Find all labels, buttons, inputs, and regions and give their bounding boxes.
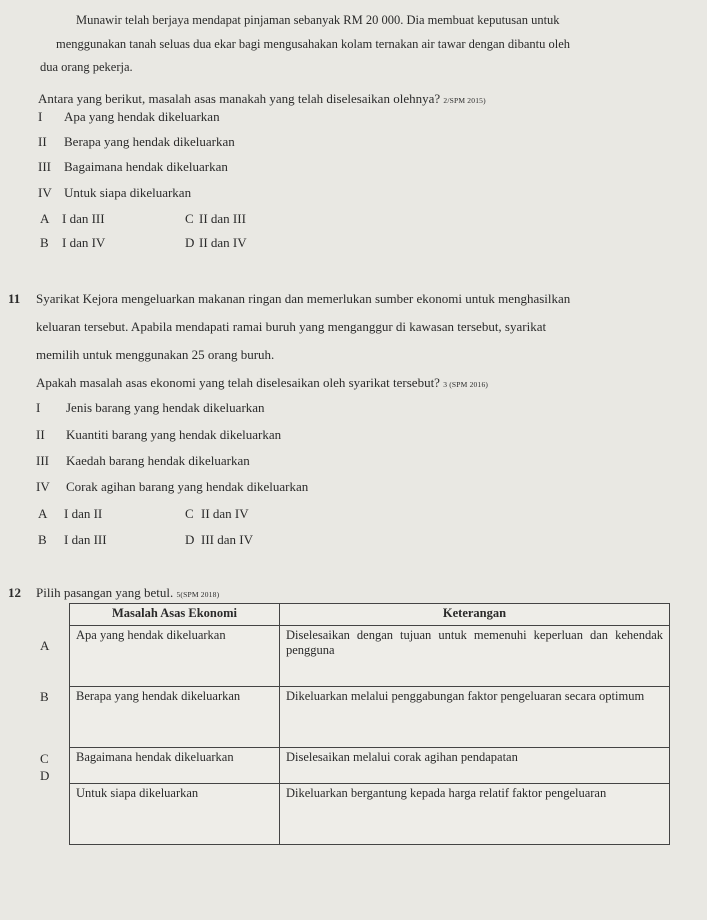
q10-item-3: III Bagaimana hendak dikeluarkan — [38, 159, 228, 174]
q12-cell-desc-a: Diselesaikan dengan tujuan untuk memenuhi keperluan dan kehendak pengguna — [280, 626, 670, 687]
q10-intro-line-3: dua orang pekerja. — [40, 60, 133, 74]
q11-item-2: II Kuantiti barang yang hendak dikeluarkan — [36, 427, 282, 442]
q11-line-3: memilih untuk menggunakan 25 orang buruh. — [36, 347, 275, 362]
table-row — [70, 687, 670, 748]
q11-option-a[interactable]: A I dan II — [38, 506, 103, 521]
q12-row-label-d[interactable]: D — [40, 768, 50, 783]
q11-option-d[interactable]: D III dan IV — [185, 532, 253, 547]
q10-option-d[interactable]: D II dan IV — [185, 235, 247, 250]
q10-item-4: IV Untuk siapa dikeluarkan — [38, 185, 192, 200]
table-row — [70, 626, 670, 687]
q12-row-label-a[interactable]: A — [40, 638, 50, 653]
q10-item-2: II Berapa yang hendak dikeluarkan — [38, 134, 235, 149]
q12-cell-desc-d: Dikeluarkan bergantung kepada harga relatif faktor pengeluaran — [280, 784, 670, 845]
q10-intro-line-1: Munawir telah berjaya mendapat pinjaman sebanyak RM 20 000. Dia membuat keputusan untuk — [76, 13, 560, 27]
q12-cell-desc-b: Dikeluarkan melalui penggabungan faktor pengeluaran secara optimum — [280, 687, 670, 748]
q11-line-2: keluaran tersebut. Apabila mendapati ramai buruh yang menganggur di kawasan tersebut, syarikat — [36, 319, 547, 334]
table-row — [70, 748, 670, 784]
q12-table — [69, 603, 670, 845]
q12-row-label-c[interactable]: C — [40, 751, 49, 766]
q10-item-1: I Apa yang hendak dikeluarkan — [38, 109, 220, 124]
q11-item-4: IV Corak agihan barang yang hendak dikeluarkan — [36, 479, 309, 494]
q10-option-a[interactable]: A I dan III — [40, 211, 105, 226]
q11-number: 11 — [8, 291, 21, 306]
q12-source-tag: 5(SPM 2018) — [176, 590, 220, 599]
q11-option-b[interactable]: B I dan III — [38, 532, 107, 547]
q10-option-b[interactable]: B I dan IV — [40, 235, 106, 250]
q12-cell-problem-b: Berapa yang hendak dikeluarkan — [70, 687, 280, 748]
q10-question: Antara yang berikut, masalah asas manakah yang telah diselesaikan olehnya? 2/SPM 2015) — [38, 91, 486, 106]
q12-header-description: Keterangan — [280, 604, 670, 626]
q12-header-problem: Masalah Asas Ekonomi — [70, 604, 280, 626]
q12-question: Pilih pasangan yang betul. 5(SPM 2018) — [36, 585, 220, 600]
q12-number: 12 — [8, 585, 21, 600]
table-row — [70, 784, 670, 845]
q12-cell-problem-a: Apa yang hendak dikeluarkan — [70, 626, 280, 687]
q11-question: Apakah masalah asas ekonomi yang telah diselesaikan oleh syarikat tersebut? 3 (SPM 2016) — [36, 375, 489, 390]
q11-item-3: III Kaedah barang hendak dikeluarkan — [36, 453, 250, 468]
q11-source-tag: 3 (SPM 2016) — [443, 380, 489, 389]
q11-option-c[interactable]: C II dan IV — [185, 506, 249, 521]
q12-cell-problem-c: Bagaimana hendak dikeluarkan — [70, 748, 280, 784]
q12-cell-problem-d: Untuk siapa dikeluarkan — [70, 784, 280, 845]
q12-cell-desc-c: Diselesaikan melalui corak agihan pendapatan — [280, 748, 670, 784]
q10-source-tag: 2/SPM 2015) — [443, 96, 486, 105]
q10-option-c[interactable]: C II dan III — [185, 211, 246, 226]
q11-line-1: Syarikat Kejora mengeluarkan makanan ringan dan memerlukan sumber ekonomi untuk menghasilkan — [36, 291, 571, 306]
q11-item-1: I Jenis barang yang hendak dikeluarkan — [36, 400, 265, 415]
q12-table-header — [70, 604, 670, 626]
q12-row-label-b[interactable]: B — [40, 689, 49, 704]
q10-intro-line-2: menggunakan tanah seluas dua ekar bagi mengusahakan kolam ternakan air tawar dengan dibantu oleh — [56, 37, 571, 51]
